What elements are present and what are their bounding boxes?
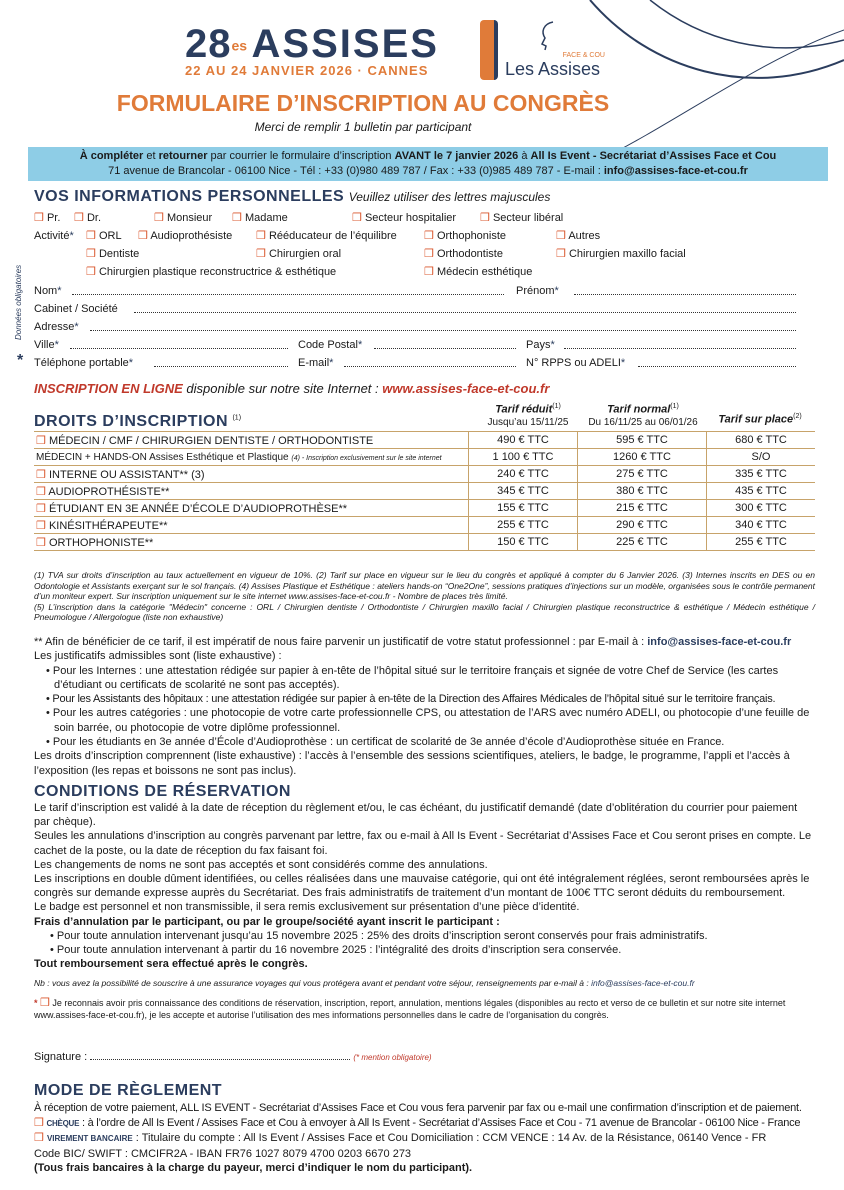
field-prenom[interactable] (574, 284, 796, 295)
checkbox-plastique[interactable]: ❒ Chirurgien plastique reconstructrice & esthétique (86, 266, 337, 278)
field-label-email: E-mail* (298, 357, 334, 369)
brand-divider (480, 20, 498, 80)
field-label-nom: Nom* (34, 285, 62, 297)
justif-bullet-2: • Pour les Assistants des hôpitaux : une attestation rédigée sur papier à en-tête de la Direction des Affaires Médicales de l’hôpital situé sur le territoire français. (46, 693, 776, 706)
face-profile-icon (525, 20, 565, 52)
payment-text: À réception de votre paiement, ALL IS EVENT - Secrétariat d’Assises Face et Cou vous fera parvenir par fax ou e-mail une confirmation d’inscription et de paiement. ❒ CHÈQUE : à l’ordre de All Is Event / Assises Face et Cou à envoyer à All Is Event - Secrétariat d’Assises Face et Cou - 71 avenue de Brancolar - 06100 Nice - France ❒ VIREMENT BANCAIRE : Titulaire du compte : All Is Event / Assises Face et Cou Domiciliation : CCM VENCE : 14 Av. de la Résistance, 06140 Vence - FR Code BIC/ SWIFT : CMCIFR2A - IBAN FR76 1027 8079 4700 0203 6670 273 (Tous frais bancaires à la charge du payeur, merci d’indiquer le nom du participant). (34, 1101, 816, 1176)
field-label-cabinet: Cabinet / Société (34, 303, 118, 315)
checkbox-medecin-esthetique[interactable]: ❒ Médecin esthétique (424, 266, 533, 278)
event-dates: 22 AU 24 JANVIER 2026 · CANNES (185, 63, 429, 78)
brand-small: FACE & COU (562, 52, 605, 59)
table-row: ❒ ÉTUDIANT EN 3E ANNÉE D’ÉCOLE D’AUDIOPROTHÈSE** 155 € TTC 215 € TTC 300 € TTC (34, 500, 815, 517)
table-row: ❒ ORTHOPHONISTE** 150 € TTC 225 € TTC 255 € TTC (34, 534, 815, 551)
field-label-adresse: Adresse* (34, 321, 79, 333)
field-telephone[interactable] (154, 356, 288, 367)
instruction-banner (28, 147, 828, 181)
conditions-text: Le tarif d’inscription est validé à la date de réception du règlement et/ou, le cas échéant, du justificatif demandé (date d’oblitération du courrier pour paiement par chèque). Seules les annulations d’inscription au congrès parvenant par lettre, fax ou e-mail à All Is Event - Secrétariat d’Assises Face et Cou seront prises en compte. Le cachet de la poste, ou la date de réception du fax faisant foi. Les changements de noms ne sont pas acceptés et sont considérés comme des annulations. Les inscriptions en double dûment identifiées, ou celles réalisées dans une mauvaise catégorie, qui ont été intégralement réglées, seront remboursées après le congrès sur demande expresse auprès du Secrétariat. Des frais administratifs de traitement d’un montant de 100€ TTC seront déduits du remboursement. Le badge est personnel et non transmissible, il sera remis exclusivement sur présentation d’une pièce d’identité. Frais d’annulation par le participant, ou par le groupe/société ayant inscrit le participant : • Pour toute annulation intervenant jusqu’au 15 novembre 2025 : 25% des droits d’inscription seront conservés pour frais administratifs. • Pour toute annulation intervenant à partir du 16 novembre 2025 : l’intégralité des droits d’inscription sera conservée. Tout remboursement sera effectué après le congrès. (34, 802, 812, 971)
checkbox-orthophoniste[interactable]: ❒ Orthophoniste (424, 230, 507, 242)
table-row: ❒ AUDIOPROTHÉSISTE** 345 € TTC 380 € TTC 435 € TTC (34, 483, 815, 500)
field-ville[interactable] (70, 338, 288, 349)
brand-logo (505, 20, 615, 80)
col-reduit: Tarif réduit$^{(1)}$ Jusqu’au 15/11/25 (487, 403, 569, 428)
checkbox-hospitalier[interactable]: ❒ Secteur hospitalier (352, 212, 457, 224)
edition-number: 28 (185, 22, 232, 66)
accept-conditions: * ❒ Je reconnais avoir pris connaissance des conditions de réservation, inscription, report, annulation, mentions légales (disponibles au recto et verso de ce bulletin et sur notre site internet www.assises-face-et-cou.fr), je les accepte et autorise l’utilisation des mes informations personnelles dans le cadre de l’organisation du congrès. (34, 997, 786, 1020)
checkbox-autres[interactable]: ❒ Autres (556, 230, 601, 242)
checkbox-dr[interactable]: ❒ Dr. (74, 212, 101, 224)
online-link[interactable]: www.assises-face-et-cou.fr (382, 381, 550, 396)
rights-col-headers (475, 403, 815, 431)
banner-email-link[interactable]: info@assises-face-et-cou.fr (603, 165, 748, 177)
field-nom[interactable] (72, 284, 504, 295)
insurance-note: Nb : vous avez la possibilité de souscrire à une assurance voyages qui vous protégera avant et pendant votre séjour, renseignements par e-mail à : info@assises-face-et-cou.fr (34, 978, 695, 988)
accept-checkbox[interactable]: ❒ (40, 997, 50, 1009)
field-pays[interactable] (564, 338, 796, 349)
justif-email-link[interactable]: info@assises-face-et-cou.fr (647, 636, 792, 648)
form-subtitle: Merci de remplir 1 bulletin par participant (254, 120, 472, 134)
justificatifs: ** Afin de bénéficier de ce tarif, il est impératif de nous faire parvenir un justificatif de votre statut professionnel : par E-mail à : info@assises-face-et-cou.fr Les justificatifs admissibles sont (liste exhaustive) : • Pour les Internes : une attestation rédigée sur papier à en-tête de l’hôpital situé sur le territoire français et signée de votre Chef de Service (les cartes d’étudiant ou certificats de scolarité ne sont pas acceptés). • Pour les Assistants des hôpitaux : une attestation rédigée sur papier à en-tête de la Direction des Affaires Médicales de l’hôpital situé sur le territoire français. • Pour les autres catégories : une photocopie de votre carte professionnelle CPS, ou attestation de l’ARS avec numéro ADELI, ou photocopie d’une feuille de soin barrée, ou photocopie de votre diplôme professionnel. • Pour les étudiants en 3e année d’École d’Audioprothèse : un certificat de scolarité de 3e année d’école d’Audioprothèse située en France. Les droits d’inscription comprennent (liste exhaustive) : l’accès à l’ensemble des sessions scientifiques, ateliers, le badge, le programme, l’appli et l’accès à l’exposition (les repas et boissons ne sont pas inclus). (34, 635, 816, 778)
table-row: ❒ INTERNE OU ASSISTANT** (3) 240 € TTC 275 € TTC 335 € TTC (34, 466, 815, 483)
checkbox-pr[interactable]: ❒ Pr. (34, 212, 61, 224)
payment-cheque: ❒ CHÈQUE : à l’ordre de All Is Event / Assises Face et Cou à envoyer à All Is Event - Secrétariat d’Assises Face et Cou - 71 avenue de Brancolar - 06100 Nice - France (34, 1116, 801, 1129)
activity-rows (34, 229, 824, 283)
personal-section-title: VOS INFORMATIONS PERSONNELLES Veuillez utiliser des lettres majuscules (34, 188, 551, 205)
table-row: ❒ KINÉSITHÉRAPEUTE** 255 € TTC 290 € TTC 340 € TTC (34, 517, 815, 534)
checkbox-dentiste[interactable]: ❒ Dentiste (86, 248, 140, 260)
justif-bullet-3: • Pour les autres catégories : une photocopie de votre carte professionnelle CPS, ou attestation de l’ARS avec numéro ADELI, ou photocopie d’une feuille de soin barrée, ou photocopie de votre diplôme professionnel. (46, 707, 810, 734)
payment-title: MODE DE RÈGLEMENT (34, 1082, 223, 1099)
banner-line2: 71 avenue de Brancolar - 06100 Nice - Tél : +33 (0)980 489 787 / Fax : +33 (0)985 489 787 - E-mail : info@assises-face-et-cou.fr (108, 165, 748, 177)
field-label-ville: Ville* (34, 339, 59, 351)
table-row: MÉDECIN + HANDS-ON Assises Esthétique et Plastique (4) - Inscription exclusivement sur le site internet 1 100 € TTC 1260 € TTC S/O (34, 449, 815, 466)
checkbox-audioprothesiste[interactable]: ❒ Audioprothésiste (138, 230, 233, 242)
checkbox-orl[interactable]: ❒ ORL (86, 230, 122, 242)
banner-line1: À compléter et retourner par courrier le formulaire d’inscription AVANT le 7 janvier 2026 à All Is Event - Secrétariat d’Assises Face et Cou (79, 150, 777, 162)
rights-table (34, 431, 815, 551)
table-row: ❒ MÉDECIN / CMF / CHIRURGIEN DENTISTE / ORTHODONTISTE 490 € TTC 595 € TTC 680 € TTC (34, 432, 815, 449)
form-title: FORMULAIRE D’INSCRIPTION AU CONGRÈS (116, 90, 610, 116)
mandatory-side-star: * (17, 352, 24, 369)
rights-title: DROITS D’INSCRIPTION $^{(1)}$ (34, 413, 242, 430)
checkbox-liberal[interactable]: ❒ Secteur libéral (480, 212, 564, 224)
brand-name: Les Assises (505, 59, 601, 79)
col-normal: Tarif normal$^{(1)}$ Du 16/11/25 au 06/01/26 (588, 403, 698, 428)
field-cabinet[interactable] (134, 302, 796, 313)
justif-bullet-4: • Pour les étudiants en 3e année d’École d’Audioprothèse : un certificat de scolarité de 3e année d’école d’Audioprothèse située en France. (46, 736, 725, 749)
online-registration: INSCRIPTION EN LIGNE disponible sur notre site Internet : www.assises-face-et-cou.fr (34, 381, 550, 396)
checkbox-orthodontiste[interactable]: ❒ Orthodontiste (424, 248, 503, 260)
insurance-email-link[interactable]: info@assises-face-et-cou.fr (591, 978, 695, 988)
field-email[interactable] (344, 356, 516, 367)
checkbox-maxillo[interactable]: ❒ Chirurgien maxillo facial (556, 248, 686, 260)
conditions-title: CONDITIONS DE RÉSERVATION (34, 783, 291, 800)
identity-fields (34, 284, 824, 374)
signature-line: Signature : (* mention obligatoire) (34, 1051, 432, 1063)
field-code-postal[interactable] (374, 338, 516, 349)
field-adresse[interactable] (90, 320, 796, 331)
justif-bullet-1: • Pour les Internes : une attestation rédigée sur papier à en-tête de l’hôpital situé sur le territoire français et signée de votre Chef de Service (les cartes d’étudiant ou certificats de scolarité ne sont pas acceptés). (46, 664, 779, 691)
event-name: ASSISES (251, 22, 439, 66)
field-rpps[interactable] (638, 356, 796, 367)
justif-inclusions: Les droits d’inscription comprennent (liste exhaustive) : l’accès à l’ensemble des sessions scientifiques, ateliers, le badge, le programme, l’appli et l’accès à l’exposition (les repas et boissons ne sont pas inclus). (34, 750, 790, 777)
event-logo (185, 22, 465, 78)
checkbox-chirurgien-oral[interactable]: ❒ Chirurgien oral (256, 248, 342, 260)
payment-virement: ❒ VIREMENT BANCAIRE : Titulaire du compte : All Is Event / Assises Face et Cou Domiciliation : CCM VENCE : 14 Av. de la Résistance, 06140 Vence - FR (34, 1132, 767, 1145)
checkbox-madame[interactable]: ❒ Madame (232, 212, 288, 224)
edition-sup: es (231, 37, 248, 54)
field-label-telephone: Téléphone portable* (34, 357, 134, 369)
field-label-rpps: N° RPPS ou ADELI* (526, 357, 626, 369)
activity-label: Activité* (34, 230, 74, 242)
field-label-pays: Pays* (526, 339, 555, 351)
checkbox-monsieur[interactable]: ❒ Monsieur (154, 212, 213, 224)
mandatory-side-note: Données obligatoires (14, 264, 23, 340)
signature-field[interactable] (90, 1049, 350, 1060)
footnotes: (1) TVA sur droits d’inscription au taux actuellement en vigueur de 10%. (2) Tarif sur place en vigueur sur le lieu du congrès et appliqué à compter du 6 Janvier 2026. (3) Internes inscrits en DES ou en Odontologie et Assistants exerçant sur le sol français. (4) Assises Plastique et Esthétique : ateliers hands-on “One2One”, sessions pratiques d’injections sur un modèle, organisées sous le contrôle permanent d’un moniteur expert. Sur inscription uniquement sur le site internet www.assises-face-et-cou.fr - Nombre de places très limité. (5) L’inscription dans la catégorie "Médecin" concerne : ORL / Chirurgien dentiste / Orthodontiste / Chirurgien maxillo facial / Chirurgien plastique reconstructrice & esthétique / Médecin esthétique / Pneumologue / Allergologue (liste non exhaustive) (34, 570, 815, 622)
personal-hint: Veuillez utiliser des lettres majuscules (348, 190, 551, 204)
col-sur-place: Tarif sur place$^{(2)}$ (718, 413, 802, 426)
checkbox-reeducateur[interactable]: ❒ Rééducateur de l’équilibre (256, 230, 397, 242)
field-label-prenom: Prénom* (516, 285, 559, 297)
field-label-code-postal: Code Postal* (298, 339, 363, 351)
